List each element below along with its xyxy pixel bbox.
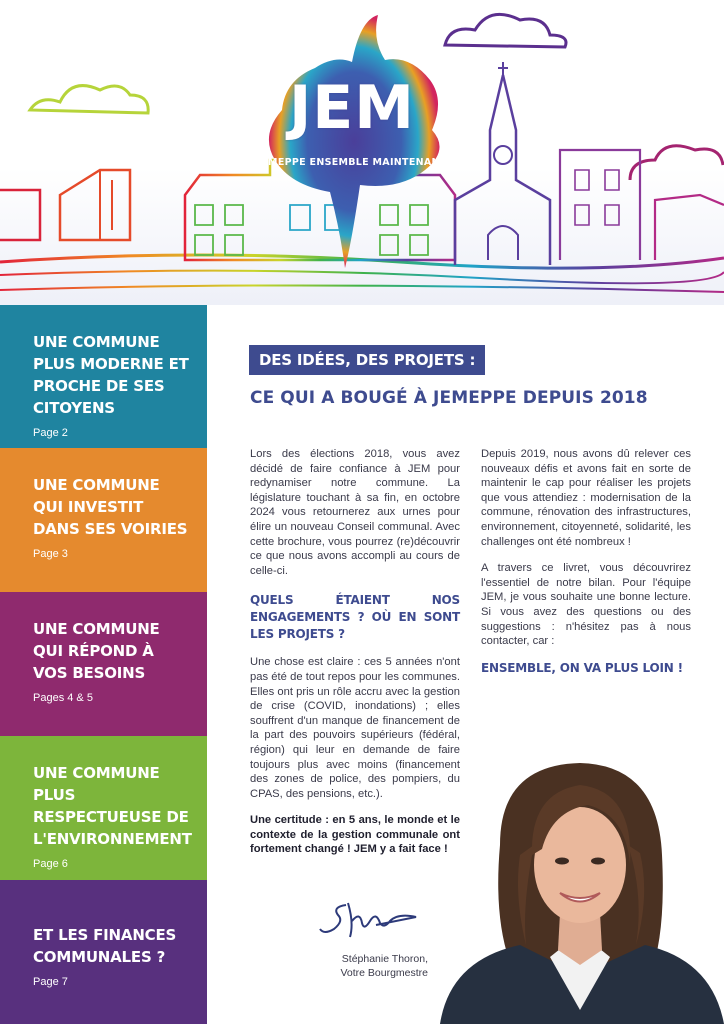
- paragraph: A travers ce livret, vous découvrirez l'essentiel de notre bilan. Pour l'équipe JEM, je vous souhaite une bonne lecture. Si vous avez des questions ou des suggestions : n'hésitez pas à nous contacter, car :: [481, 562, 691, 648]
- toc-item-environment[interactable]: [0, 736, 207, 880]
- page-title: CE QUI A BOUGÉ À JEMEPPE DEPUIS 2018: [250, 388, 648, 408]
- toc-item-roads[interactable]: [0, 448, 207, 592]
- section-subheading: QUELS ÉTAIENT NOS ENGAGEMENTS ? OÙ EN SONT LES PROJETS ?: [250, 593, 460, 642]
- highlight-paragraph: Une certitude : en 5 ans, le monde et le contexte de la gestion communale ont fortement changé ! JEM y a fait face !: [250, 814, 460, 856]
- toc-item-modern[interactable]: [0, 305, 207, 448]
- text-column-left: [250, 447, 460, 869]
- handwritten-signature: [318, 895, 428, 947]
- paragraph: Lors des élections 2018, vous avez décidé de faire confiance à JEM pour redynamiser notre commune. La législature touchant à sa fin, en octobre 2024 vous retournerez aux urnes pour élire un nouveau Conseil communal. Avec cette brochure, vous pourrez (re)découvrir ce que nous avons accompli au cours de celle-ci.: [250, 448, 460, 577]
- signatory-name: Stéphanie Thoron,: [341, 953, 428, 965]
- toc-item-title: ET LES FINANCES COMMUNALES ?: [33, 926, 177, 966]
- paragraph: Depuis 2019, nous avons dû relever ces nouveaux défis et avons fait en sorte de maintenir le cap pour réaliser les projets que vous attendiez : modernisation de la commune, rénovation des infrastructures, environnement, citoyenneté, solidarité, les challenges ont été nombreux !: [481, 448, 691, 548]
- signatory-role: Votre Bourgmestre: [340, 967, 428, 979]
- kicker-banner: DES IDÉES, DES PROJETS :: [249, 345, 485, 375]
- signature-caption: [300, 952, 428, 980]
- toc-item-needs[interactable]: [0, 592, 207, 736]
- mayor-portrait: [430, 745, 724, 1024]
- toc-item-page: Page 3: [33, 548, 68, 560]
- text-column-right: [481, 447, 691, 675]
- town-drawing: [0, 0, 724, 305]
- toc-item-finances[interactable]: [0, 880, 207, 1024]
- toc-item-page: Page 6: [33, 858, 68, 870]
- toc-item-page: Page 2: [33, 427, 68, 439]
- toc-item-title: UNE COMMUNE QUI RÉPOND À VOS BESOINS: [33, 620, 160, 682]
- closing-slogan: ENSEMBLE, ON VA PLUS LOIN !: [481, 660, 683, 675]
- toc-item-page: Pages 4 & 5: [33, 692, 93, 704]
- table-of-contents: [0, 305, 207, 1024]
- toc-item-title: UNE COMMUNE QUI INVESTIT DANS SES VOIRIES: [33, 476, 188, 538]
- toc-item-title: UNE COMMUNE PLUS RESPECTUEUSE DE L'ENVIRONNEMENT: [33, 764, 192, 848]
- logo-wordmark: JEM: [288, 73, 416, 143]
- toc-item-title: UNE COMMUNE PLUS MODERNE ET PROCHE DE SES CITOYENS: [33, 333, 189, 417]
- header-illustration: [0, 0, 724, 305]
- toc-item-page: Page 7: [33, 976, 68, 988]
- logo-tagline: JEMEPPE ENSEMBLE MAINTENANT: [257, 157, 447, 168]
- paragraph: Une chose est claire : ces 5 années n'ont pas été de tout repos pour les communes. Elles ont pris un rôle accru avec la gestion de crise (COVID, inondations) ; elles souffrent d'un manque de financement de la part des pouvoirs supérieurs (fédéral, région) qui leur en demande de faire toujours plus avec moins (financement des zones de police, des pompiers, du CPAS, des pensions, etc.).: [250, 656, 460, 800]
